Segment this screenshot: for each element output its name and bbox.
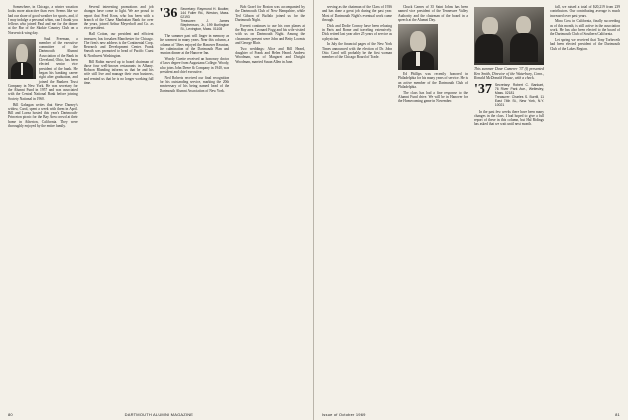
- paragraph: Woody Goette received an honorary doctor of laws degree from Augustana College. Woody, who joins John Deere & Company in 1940, was president and chief executive.: [159, 56, 230, 74]
- paragraph: Dick and Dodie Conroy have been relaxing in Paris and Rome and traveling extensively. Dick retired last year after 25 years of service as a physician.: [322, 23, 392, 41]
- paragraph: In the past few weeks there have been many changes in the class. I had hoped to give a full report of these in this column, but Hal Ridings has asked that we wait until next month.: [474, 109, 544, 127]
- paragraph: Everett continues to use his own planes at the Bay area. Leonard Fogg and his wife visited with us on Dartmouth Night. Among the classmates present were John and Betty Loomis and George Blair.: [235, 23, 305, 45]
- paragraph: Mina Coss in California, finally succeeding as of this month, is still active in the association work. He has also been elected to the board of the Dartmouth Club of Southern California.: [550, 19, 620, 37]
- paragraph: Bill Gahagan writes that Steve Darney's widow, Carol, spent a week with them in April. Bill and Lorna hosted this year's Dartmouth-Princeton picnic for the Bay Area crowd at their home in Atherton, California. They were thoroughly enjoyed by the entire family.: [8, 102, 78, 129]
- left-column-3: [160, 5, 230, 403]
- paragraph: Two weddings: Alice and Bill Heard, daughter of Frank and Helen Heard. Andrew Woodman, son of Margaret and Dwight Woodman, married Susan Allen in June.: [235, 46, 305, 64]
- right-page: [314, 0, 628, 420]
- paragraph: Saul Freeman, a member of the executive committee of the Dartmouth Alumni Association of the Bank in Cleveland, Ohio, has been elected senior vice president of the bank. He began his banking career right after graduation, and joined the Bankers Trust Company in New York. He was secretary for the Alumni Fund in 1957 and was associated with the Central National Bank before joining Society National in 1960.: [8, 36, 78, 101]
- right-column-3: [474, 5, 544, 403]
- class-heading-1937: [474, 83, 544, 107]
- class-treasurer: Treasurer: Charles S. Burrill, 11 East 74th St., New York, N.Y. 10021: [494, 94, 544, 107]
- page-number: 81: [615, 412, 620, 417]
- page-footer: [8, 412, 305, 417]
- paragraph: The class has had a fine response to the Alumni Fund drive. We will be in Hanover for the Homecoming game in November.: [398, 90, 468, 104]
- magazine-title: DARTMOUTH ALUMNI MAGAZINE: [124, 412, 194, 417]
- paragraph: serving as the chairman of the Class of 1936 and has done a great job during the past year. Most of Dartmouth Night's eventual work came through.: [322, 5, 392, 22]
- class-number: '36: [159, 6, 178, 21]
- paragraph: Bill Rubin moved up to board chairman of those four well-known restaurants in Albany. Robson Blanding informs us that he and his wife still live and manage their own business, and remind us that he is no longer working full time.: [83, 59, 154, 86]
- page-number: 80: [8, 412, 13, 417]
- right-column-4: [550, 5, 620, 403]
- class-secretary: Secretary: Raymond H. Boulter, 144 Fuller Rd., Weston, Mass. 02193: [180, 7, 230, 19]
- right-column-2: [398, 5, 468, 403]
- page-footer: [322, 412, 620, 417]
- classmate-portrait: [8, 39, 36, 79]
- paragraph: Chuck Carnes of 35 Saint Johns has been named vice president of the Tennessee Valley Authority and the chairman of the board in a speech at the Alumni Day.: [398, 5, 468, 22]
- left-column-2: [84, 5, 154, 403]
- paragraph: Ned Roberts received our final recognition for his outstanding service, marking the 20th anniversary of his being named head of the Dartmouth Alumni Association of New York.: [159, 75, 230, 93]
- paragraph: Several interesting promotions and job changes have come to light. We are proud to report that Fred Kron, who has been with a branch of the Chase Manhattan Bank for over the years, joined Arthur Meyerhoff and Co. as vice president.: [83, 5, 154, 31]
- paragraph: Hall Cotton, our president and efficient treasurer, has forsaken Manchester for Chicago. The firm's new address is the Continental Corp. Research and Development Center. Frank Sneath was promoted to head of Pacific Coast & Northwest Washington.: [83, 32, 154, 58]
- class-secretary: Secretary: Robert C. Bankart, 76 River Park Ave., Wellesley, Mass. 02181: [494, 82, 544, 95]
- paragraph: Let spring we received that Tony Torbeceth had been elected president of the Dartmouth Club of the Lakes Region.: [550, 38, 620, 51]
- right-column-1: [322, 5, 392, 403]
- check-presentation-photo: [474, 7, 544, 65]
- left-column-4: [235, 5, 305, 403]
- photo-caption: This summer Dave Camerer '37 (l) presented Ken Smith, Director of the Waterbury, Conn., Ronald McDonald House, with a check.: [474, 67, 544, 80]
- class-treasurer: Treasurer: J. James Stephenson, Jr., 199 Burlington St., Lexington, Mass. 01108: [180, 19, 230, 31]
- paragraph: fall, we raised a total of $20,219 from 239 contributors. Our contributing average is much increased over past years.: [550, 5, 620, 18]
- left-column-1: [8, 5, 78, 403]
- paragraph: The summer past will linger in memory as the warmest in many years. Near this column, a column of '36ers enjoyed the Hanover Reunion, the culmination of the Dartmouth Plan and reunion dinner at the Hanover Inn.: [159, 34, 230, 56]
- paragraph: Somewhere, in Chicago, a winter vacation looks more attractive than ever. Seems like we had our share of good weather for sports, and, if I may indulge a personal whim, can I thank you fellows who joined Paul and me for the dinner at the Bar of the Skokie Country Club on a Norsewick wing day.: [8, 5, 78, 35]
- paragraph: In July the financial pages of the New York Times announced with the election of Dr. John Otto. Carol will probably be the first woman member of the Chicago Board of Trade.: [322, 42, 392, 60]
- class-number: '37: [474, 81, 492, 97]
- classmate-portrait: [398, 24, 438, 70]
- issue-date: Issue of October 1969: [322, 412, 366, 417]
- class-heading-1936: [160, 7, 230, 31]
- paragraph: Ed Phillips was recently honored in Philadelphia for his many years of service. He is an active member of the Dartmouth Club of Philadelphia.: [398, 72, 468, 90]
- paragraph: Bob Graef for Boston was accompanied by the Dartmouth Club of New Hampshire, while Ted Gibson of Buffalo joined us for the Dartmouth Night.: [235, 5, 305, 22]
